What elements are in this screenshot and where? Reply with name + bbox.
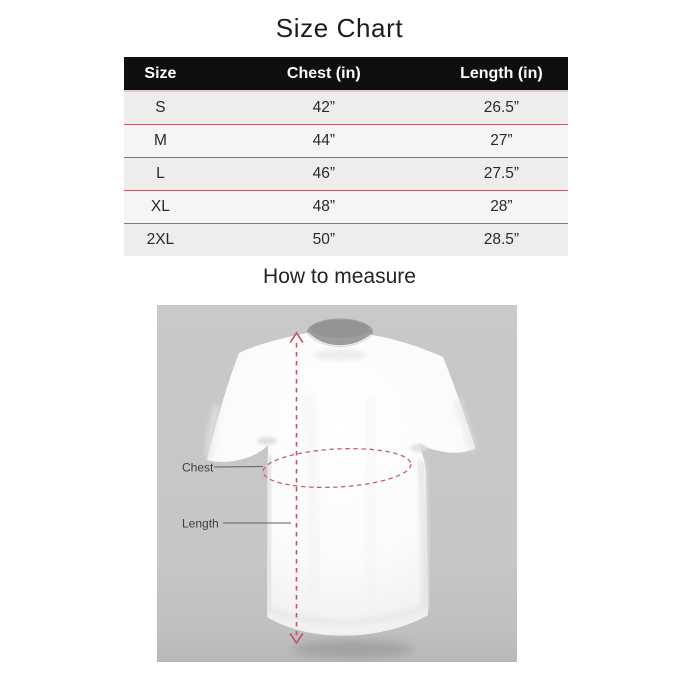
right-fold-shade <box>421 460 426 609</box>
cell-length: 26.5” <box>483 99 520 116</box>
left-armpit-shade <box>257 437 277 445</box>
tshirt-illustration <box>157 305 517 662</box>
cell-length: 27” <box>490 132 513 149</box>
cell-size: L <box>156 165 165 182</box>
chest-leader-line <box>214 467 263 468</box>
cell-length: 28.5” <box>483 231 520 248</box>
shirt-shadow <box>293 640 413 658</box>
cell-chest: 46” <box>312 165 335 182</box>
cell-size: XL <box>150 198 170 215</box>
cell-length: 28” <box>490 198 513 215</box>
table-row <box>124 191 568 224</box>
cell-chest: 48” <box>312 198 335 215</box>
cell-size: S <box>155 99 166 116</box>
cell-size: 2XL <box>146 231 175 248</box>
collar-inner-shadow <box>311 320 369 338</box>
right-armpit-shade <box>410 444 428 452</box>
column-header-chest: Chest (in) <box>286 64 361 82</box>
table-row <box>124 224 568 256</box>
table-row <box>124 125 568 158</box>
size-table <box>124 57 568 256</box>
cell-chest: 50” <box>312 231 335 248</box>
center-fold-shade-2 <box>369 400 373 615</box>
cell-chest: 44” <box>312 132 335 149</box>
length-label: Length <box>182 516 219 531</box>
how-to-measure-title: How to measure <box>263 265 416 288</box>
table-row <box>124 158 568 191</box>
size-table-header-row <box>124 57 568 92</box>
cell-size: M <box>153 132 167 149</box>
column-header-length: Length (in) <box>460 64 543 82</box>
length-arrow-down-icon <box>291 634 303 643</box>
left-fold-shade <box>269 455 271 613</box>
cell-length: 27.5” <box>483 165 520 182</box>
measure-illustration-panel <box>157 305 517 662</box>
under-collar-shade <box>313 349 367 361</box>
tshirt-body <box>207 333 475 636</box>
chest-label: Chest <box>182 460 214 475</box>
table-row <box>124 92 568 125</box>
cell-chest: 42” <box>312 99 335 116</box>
column-header-size: Size <box>144 64 177 82</box>
page-title: Size Chart <box>275 13 404 43</box>
